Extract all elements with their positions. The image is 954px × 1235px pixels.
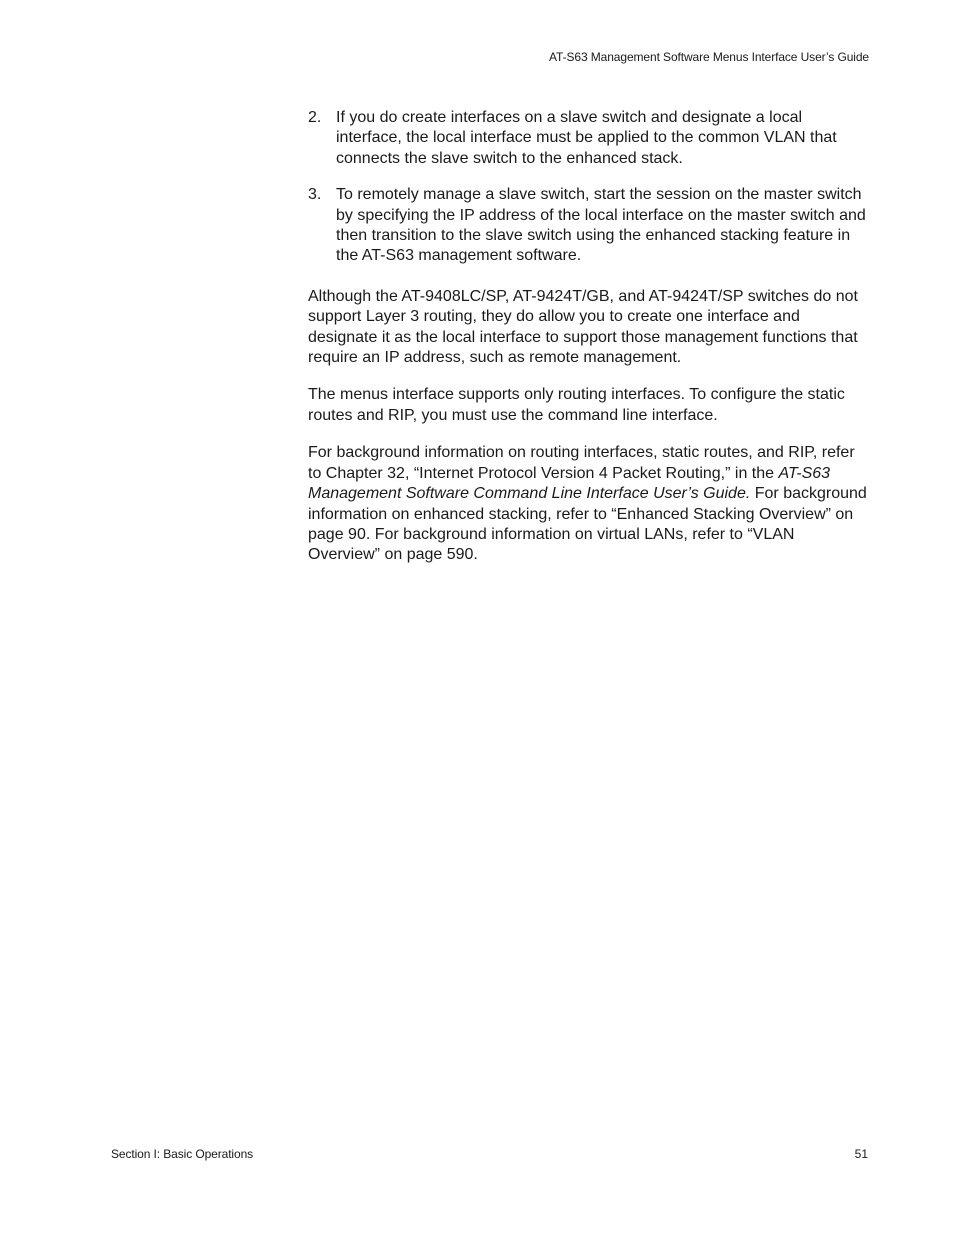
footer-page-number: 51	[854, 1147, 868, 1161]
list-item	[308, 185, 870, 267]
paragraph-background-text-end: For background information on enhanced stacking, refer to “Enhanced Stacking Overview” on page 90. For background information on virtual LANs, refer to “VLAN Overview” on page 590.	[308, 485, 867, 564]
paragraph-layer3-note: Although the AT-9408LC/SP, AT-9424T/GB, and AT-9424T/SP switches do not support Layer 3 routing, they do allow you to create one interface and designate it as the local interface to support those management functions that require an IP address, such as remote management.	[308, 287, 858, 367]
paragraph-background-info	[308, 443, 870, 565]
list-item-text: If you do create interfaces on a slave switch and designate a local interface, the local interface must be applied to the common VLAN that connects the slave switch to the enhanced stack.	[336, 109, 837, 167]
guide-title-reference: AT-S63 Management Software Command Line Interface User’s Guide.	[308, 464, 831, 503]
list-item-number: 2.	[308, 109, 322, 126]
paragraph-background-text-start: For background information on routing interfaces, static routes, and RIP, refer to Chapter 32, “Internet Protocol Version 4 Packet Routing,” in the	[308, 444, 855, 482]
paragraph-menus-interface: The menus interface supports only routing interfaces. To configure the static routes and RIP, you must use the command line interface.	[308, 386, 845, 424]
running-header-title: AT-S63 Management Software Menus Interface User’s Guide	[549, 50, 869, 64]
footer-section-label: Section I: Basic Operations	[111, 1147, 254, 1161]
list-item	[308, 108, 870, 169]
page-body	[308, 108, 870, 583]
list-item-text: To remotely manage a slave switch, start the session on the master switch by specifying the IP address of the local interface on the master switch and then transition to the slave switch using the enhanced stacking feature in the AT-S63 management software.	[336, 186, 866, 265]
list-item-number: 3.	[308, 186, 322, 204]
